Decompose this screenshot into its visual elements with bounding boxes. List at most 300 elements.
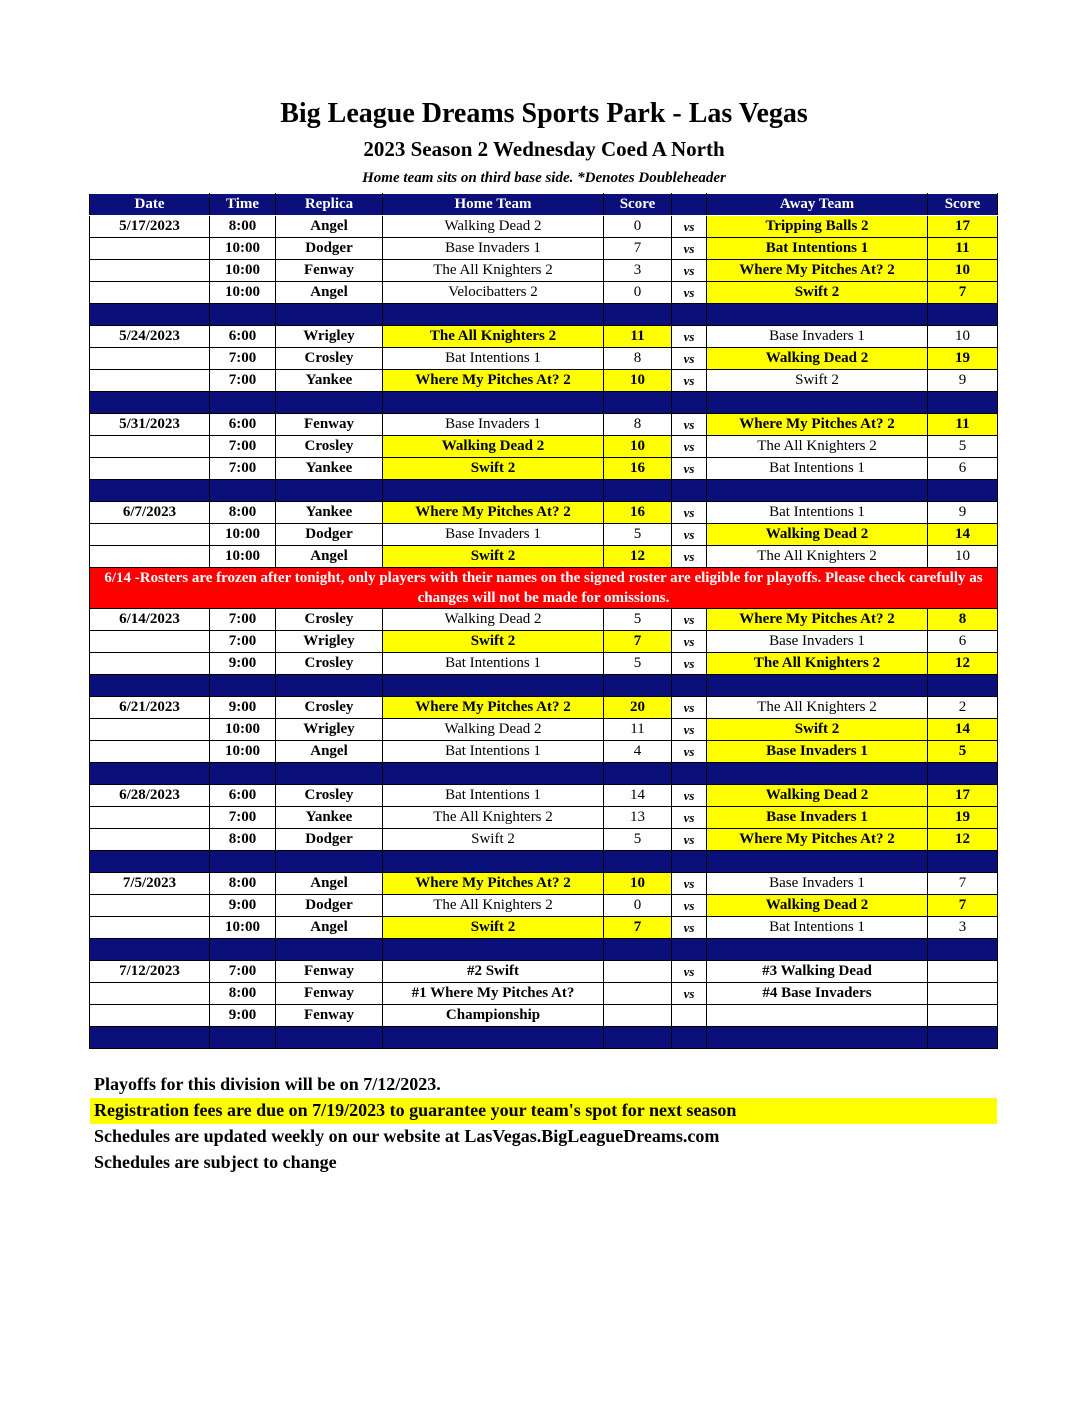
game-time: 9:00: [210, 653, 276, 675]
away-score: 10: [928, 326, 998, 348]
game-date: [90, 719, 210, 741]
separator-cell: [210, 675, 276, 697]
separator-cell: [707, 480, 928, 502]
vs-label: vs: [672, 216, 707, 238]
away-score: 19: [928, 348, 998, 370]
game-field: Crosley: [276, 653, 383, 675]
vs-label: vs: [672, 260, 707, 282]
game-field: Dodger: [276, 524, 383, 546]
separator-cell: [210, 480, 276, 502]
home-team: Swift 2: [383, 829, 604, 851]
vs-label: vs: [672, 348, 707, 370]
separator-cell: [383, 480, 604, 502]
game-time: 10:00: [210, 524, 276, 546]
home-team: Base Invaders 1: [383, 238, 604, 260]
vs-label: vs: [672, 697, 707, 719]
home-team-note: Home team sits on third base side. *Denotes Doubleheader: [362, 170, 726, 186]
home-score: 7: [604, 631, 672, 653]
vs-label: vs: [672, 326, 707, 348]
home-score: 7: [604, 238, 672, 260]
separator-cell: [604, 763, 672, 785]
home-score: 10: [604, 436, 672, 458]
game-row: [90, 546, 998, 568]
home-team: Bat Intentions 1: [383, 653, 604, 675]
home-score: 12: [604, 546, 672, 568]
vs-label: vs: [672, 370, 707, 392]
separator-cell: [90, 304, 210, 326]
separator-cell: [928, 392, 998, 414]
game-field: Dodger: [276, 895, 383, 917]
separator-cell: [707, 675, 928, 697]
game-time: 7:00: [210, 348, 276, 370]
away-team: Base Invaders 1: [707, 873, 928, 895]
separator-cell: [928, 939, 998, 961]
game-row: [90, 458, 998, 480]
game-date: [90, 983, 210, 1005]
game-row: [90, 524, 998, 546]
away-score: [928, 961, 998, 983]
separator-cell: [604, 851, 672, 873]
week-separator: [90, 480, 998, 502]
home-team: Swift 2: [383, 917, 604, 939]
home-score: 16: [604, 458, 672, 480]
roster-freeze-banner: [90, 568, 998, 609]
game-date: [90, 282, 210, 304]
game-date: [90, 807, 210, 829]
game-time: 10:00: [210, 719, 276, 741]
vs-label: vs: [672, 282, 707, 304]
home-team: Where My Pitches At? 2: [383, 697, 604, 719]
game-field: Dodger: [276, 238, 383, 260]
separator-cell: [672, 675, 707, 697]
game-date: [90, 631, 210, 653]
home-score: 14: [604, 785, 672, 807]
schedule-table: [89, 193, 998, 1049]
separator-cell: [276, 304, 383, 326]
separator-cell: [383, 304, 604, 326]
separator-cell: [672, 851, 707, 873]
header-home-team: Home Team: [383, 194, 604, 216]
away-score: 11: [928, 238, 998, 260]
away-team: Where My Pitches At? 2: [707, 414, 928, 436]
game-time: 7:00: [210, 458, 276, 480]
game-field: Fenway: [276, 961, 383, 983]
game-date: [90, 458, 210, 480]
away-team: Where My Pitches At? 2: [707, 829, 928, 851]
game-date: [90, 653, 210, 675]
away-team: Base Invaders 1: [707, 631, 928, 653]
vs-label: vs: [672, 983, 707, 1005]
game-field: Angel: [276, 873, 383, 895]
game-date: 5/17/2023: [90, 216, 210, 238]
separator-cell: [707, 763, 928, 785]
home-score: 11: [604, 719, 672, 741]
away-team: Bat Intentions 1: [707, 917, 928, 939]
game-row: [90, 895, 998, 917]
separator-cell: [604, 480, 672, 502]
separator-cell: [928, 851, 998, 873]
separator-cell: [210, 851, 276, 873]
away-team: Bat Intentions 1: [707, 238, 928, 260]
separator-cell: [707, 851, 928, 873]
game-date: [90, 741, 210, 763]
home-team: Where My Pitches At? 2: [383, 873, 604, 895]
home-team: Bat Intentions 1: [383, 741, 604, 763]
game-field: Yankee: [276, 502, 383, 524]
game-date: 5/31/2023: [90, 414, 210, 436]
home-score: 4: [604, 741, 672, 763]
separator-cell: [928, 480, 998, 502]
away-score: [928, 983, 998, 1005]
game-field: Crosley: [276, 785, 383, 807]
separator-cell: [928, 763, 998, 785]
header-away-team: Away Team: [707, 194, 928, 216]
vs-label: vs: [672, 807, 707, 829]
home-score: 7: [604, 917, 672, 939]
away-score: 14: [928, 524, 998, 546]
game-row: [90, 719, 998, 741]
separator-cell: [210, 1027, 276, 1049]
footer-disclaimer: Schedules are subject to change: [94, 1152, 337, 1172]
vs-label: vs: [672, 414, 707, 436]
home-team: Championship: [383, 1005, 604, 1027]
away-score: 3: [928, 917, 998, 939]
separator-cell: [672, 480, 707, 502]
home-score: 10: [604, 370, 672, 392]
away-score: 9: [928, 502, 998, 524]
header-date: Date: [90, 194, 210, 216]
separator-cell: [276, 1027, 383, 1049]
separator-cell: [210, 939, 276, 961]
game-time: 8:00: [210, 829, 276, 851]
header-away-score: Score: [928, 194, 998, 216]
game-date: 6/21/2023: [90, 697, 210, 719]
separator-cell: [383, 1027, 604, 1049]
home-team: The All Knighters 2: [383, 807, 604, 829]
home-score: 13: [604, 807, 672, 829]
game-row: [90, 216, 998, 238]
home-team: The All Knighters 2: [383, 326, 604, 348]
page-title: Big League Dreams Sports Park - Las Vegas: [280, 98, 808, 129]
game-date: 6/7/2023: [90, 502, 210, 524]
header-home-score: Score: [604, 194, 672, 216]
separator-cell: [928, 1027, 998, 1049]
game-field: Angel: [276, 216, 383, 238]
home-score: 5: [604, 653, 672, 675]
game-row: [90, 326, 998, 348]
game-date: 5/24/2023: [90, 326, 210, 348]
game-date: 7/12/2023: [90, 961, 210, 983]
week-separator: [90, 939, 998, 961]
game-row: [90, 697, 998, 719]
separator-cell: [604, 304, 672, 326]
game-row: [90, 436, 998, 458]
away-team: Walking Dead 2: [707, 785, 928, 807]
game-date: [90, 1005, 210, 1027]
away-score: [928, 1005, 998, 1027]
away-score: 12: [928, 829, 998, 851]
game-time: 7:00: [210, 807, 276, 829]
game-row: [90, 917, 998, 939]
home-score: 8: [604, 348, 672, 370]
home-team: Walking Dead 2: [383, 436, 604, 458]
vs-label: vs: [672, 829, 707, 851]
game-field: Fenway: [276, 260, 383, 282]
away-team: Bat Intentions 1: [707, 502, 928, 524]
away-score: 8: [928, 609, 998, 631]
game-row: [90, 414, 998, 436]
separator-cell: [90, 939, 210, 961]
separator-cell: [707, 939, 928, 961]
week-separator: [90, 304, 998, 326]
game-time: 10:00: [210, 741, 276, 763]
game-time: 6:00: [210, 414, 276, 436]
vs-label: vs: [672, 609, 707, 631]
away-team: Swift 2: [707, 719, 928, 741]
game-date: [90, 829, 210, 851]
game-time: 9:00: [210, 895, 276, 917]
away-team: Walking Dead 2: [707, 524, 928, 546]
separator-cell: [90, 851, 210, 873]
separator-cell: [276, 675, 383, 697]
separator-cell: [276, 480, 383, 502]
game-time: 7:00: [210, 436, 276, 458]
vs-label: [672, 1005, 707, 1027]
vs-label: vs: [672, 524, 707, 546]
week-separator: [90, 763, 998, 785]
separator-cell: [383, 939, 604, 961]
game-row: [90, 260, 998, 282]
home-team: Swift 2: [383, 631, 604, 653]
home-team: #1 Where My Pitches At?: [383, 983, 604, 1005]
separator-cell: [604, 392, 672, 414]
away-team: Where My Pitches At? 2: [707, 260, 928, 282]
home-team: Bat Intentions 1: [383, 785, 604, 807]
separator-cell: [672, 304, 707, 326]
header-row: [90, 194, 998, 216]
game-time: 9:00: [210, 697, 276, 719]
game-date: [90, 260, 210, 282]
game-time: 10:00: [210, 282, 276, 304]
separator-cell: [276, 939, 383, 961]
vs-label: vs: [672, 546, 707, 568]
header-vs: [672, 194, 707, 216]
home-team: Base Invaders 1: [383, 414, 604, 436]
away-score: 7: [928, 873, 998, 895]
footer-website: Schedules are updated weekly on our website at LasVegas.BigLeagueDreams.com: [94, 1126, 720, 1146]
game-field: Crosley: [276, 697, 383, 719]
away-score: 19: [928, 807, 998, 829]
game-field: Yankee: [276, 807, 383, 829]
away-team: Tripping Balls 2: [707, 216, 928, 238]
game-time: 9:00: [210, 1005, 276, 1027]
separator-cell: [276, 851, 383, 873]
away-team: Base Invaders 1: [707, 326, 928, 348]
game-time: 7:00: [210, 631, 276, 653]
away-team: Bat Intentions 1: [707, 458, 928, 480]
game-time: 8:00: [210, 216, 276, 238]
footer-playoffs: Playoffs for this division will be on 7/12/2023.: [94, 1074, 441, 1094]
away-score: 7: [928, 282, 998, 304]
vs-label: vs: [672, 719, 707, 741]
separator-cell: [383, 392, 604, 414]
game-row: [90, 348, 998, 370]
home-score: 8: [604, 414, 672, 436]
separator-cell: [672, 939, 707, 961]
week-separator: [90, 392, 998, 414]
game-row: [90, 282, 998, 304]
game-date: [90, 546, 210, 568]
footer-registration: Registration fees are due on 7/19/2023 to guarantee your team's spot for next season: [94, 1100, 737, 1120]
home-team: Walking Dead 2: [383, 609, 604, 631]
away-team: The All Knighters 2: [707, 697, 928, 719]
game-date: 6/14/2023: [90, 609, 210, 631]
page-subtitle: 2023 Season 2 Wednesday Coed A North: [363, 137, 725, 161]
game-field: Angel: [276, 741, 383, 763]
home-score: 0: [604, 895, 672, 917]
game-date: 6/28/2023: [90, 785, 210, 807]
separator-cell: [210, 392, 276, 414]
game-time: 10:00: [210, 546, 276, 568]
separator-cell: [383, 851, 604, 873]
game-row: [90, 502, 998, 524]
vs-label: vs: [672, 631, 707, 653]
separator-cell: [90, 1027, 210, 1049]
game-time: 6:00: [210, 326, 276, 348]
game-field: Wrigley: [276, 631, 383, 653]
separator-cell: [383, 763, 604, 785]
home-team: The All Knighters 2: [383, 895, 604, 917]
away-score: 10: [928, 260, 998, 282]
away-team: Walking Dead 2: [707, 348, 928, 370]
away-score: 7: [928, 895, 998, 917]
home-team: Swift 2: [383, 458, 604, 480]
game-row: [90, 653, 998, 675]
vs-label: vs: [672, 436, 707, 458]
home-score: 3: [604, 260, 672, 282]
home-score: [604, 983, 672, 1005]
game-row: [90, 983, 998, 1005]
banner-text: 6/14 -Rosters are frozen after tonight, only players with their names on the signed roster are eligible for playoffs. Please check carefully as changes will not be made for omissions.: [90, 568, 998, 609]
separator-cell: [90, 480, 210, 502]
home-team: The All Knighters 2: [383, 260, 604, 282]
game-time: 7:00: [210, 609, 276, 631]
away-score: 6: [928, 458, 998, 480]
separator-cell: [928, 675, 998, 697]
game-field: Angel: [276, 282, 383, 304]
home-team: #2 Swift: [383, 961, 604, 983]
game-field: Wrigley: [276, 719, 383, 741]
vs-label: vs: [672, 458, 707, 480]
away-team: The All Knighters 2: [707, 546, 928, 568]
game-field: Crosley: [276, 348, 383, 370]
home-team: Where My Pitches At? 2: [383, 370, 604, 392]
away-score: 14: [928, 719, 998, 741]
home-score: 5: [604, 524, 672, 546]
game-date: [90, 895, 210, 917]
separator-cell: [672, 392, 707, 414]
away-team: The All Knighters 2: [707, 436, 928, 458]
game-row: [90, 807, 998, 829]
game-field: Wrigley: [276, 326, 383, 348]
week-separator: [90, 851, 998, 873]
game-field: Yankee: [276, 370, 383, 392]
home-score: 11: [604, 326, 672, 348]
separator-cell: [604, 675, 672, 697]
vs-label: vs: [672, 653, 707, 675]
vs-label: vs: [672, 238, 707, 260]
away-team: Swift 2: [707, 282, 928, 304]
away-team: The All Knighters 2: [707, 653, 928, 675]
vs-label: vs: [672, 785, 707, 807]
separator-cell: [276, 763, 383, 785]
separator-cell: [383, 675, 604, 697]
home-team: Bat Intentions 1: [383, 348, 604, 370]
separator-cell: [210, 304, 276, 326]
game-date: [90, 524, 210, 546]
away-team: [707, 1005, 928, 1027]
week-separator: [90, 1027, 998, 1049]
vs-label: vs: [672, 961, 707, 983]
game-row: [90, 1005, 998, 1027]
away-score: 17: [928, 785, 998, 807]
separator-cell: [672, 1027, 707, 1049]
header-replica: Replica: [276, 194, 383, 216]
separator-cell: [707, 304, 928, 326]
away-score: 10: [928, 546, 998, 568]
home-score: 16: [604, 502, 672, 524]
game-time: 8:00: [210, 983, 276, 1005]
home-score: 5: [604, 829, 672, 851]
away-score: 11: [928, 414, 998, 436]
game-time: 6:00: [210, 785, 276, 807]
game-date: [90, 370, 210, 392]
game-row: [90, 631, 998, 653]
game-field: Crosley: [276, 609, 383, 631]
away-score: 12: [928, 653, 998, 675]
away-team: Base Invaders 1: [707, 807, 928, 829]
home-score: [604, 961, 672, 983]
home-score: 0: [604, 282, 672, 304]
game-row: [90, 609, 998, 631]
game-field: Fenway: [276, 983, 383, 1005]
home-team: Where My Pitches At? 2: [383, 502, 604, 524]
game-date: 7/5/2023: [90, 873, 210, 895]
away-score: 2: [928, 697, 998, 719]
separator-cell: [707, 1027, 928, 1049]
separator-cell: [210, 763, 276, 785]
home-team: Swift 2: [383, 546, 604, 568]
game-field: Angel: [276, 546, 383, 568]
home-team: Base Invaders 1: [383, 524, 604, 546]
game-field: Fenway: [276, 414, 383, 436]
game-field: Dodger: [276, 829, 383, 851]
game-date: [90, 917, 210, 939]
game-time: 8:00: [210, 502, 276, 524]
separator-cell: [90, 763, 210, 785]
separator-cell: [604, 939, 672, 961]
away-team: #4 Base Invaders: [707, 983, 928, 1005]
separator-cell: [90, 392, 210, 414]
separator-cell: [90, 675, 210, 697]
game-field: Angel: [276, 917, 383, 939]
week-separator: [90, 675, 998, 697]
vs-label: vs: [672, 895, 707, 917]
header-time: Time: [210, 194, 276, 216]
game-row: [90, 785, 998, 807]
game-row: [90, 238, 998, 260]
home-team: Velocibatters 2: [383, 282, 604, 304]
